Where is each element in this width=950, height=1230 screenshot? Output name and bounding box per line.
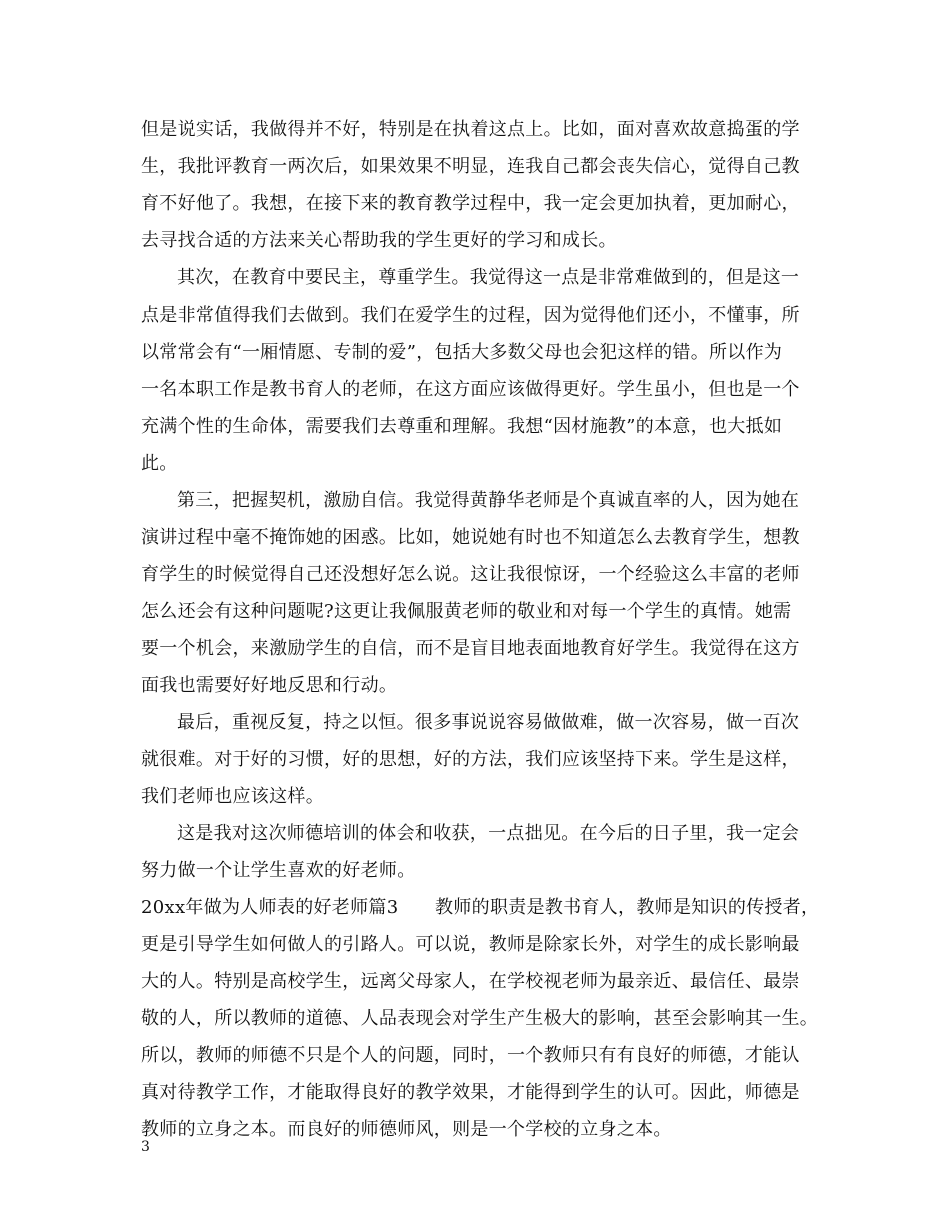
body-text-line: 以常常会有“一厢情愿、专制的爱”，包括大多数父母也会犯这样的错。所以作为	[141, 342, 783, 363]
body-text-line: 面我也需要好好地反思和行动。	[141, 675, 398, 696]
body-text-line: 真对待教学工作，才能取得良好的教学效果，才能得到学生的认可。因此，师德是	[141, 1082, 800, 1103]
body-text-line: 去寻找合适的方法来关心帮助我的学生更好的学习和成长。	[141, 230, 617, 251]
body-text-line: 但是说实话，我做得并不好，特别是在执着这点上。比如，面对喜欢故意捣蛋的学	[141, 119, 800, 140]
body-text-line: 所以，教师的师德不只是个人的问题，同时，一个教师只有有良好的师德，才能认	[141, 1045, 800, 1066]
body-text-line: 充满个性的生命体，需要我们去尊重和理解。我想“因材施教”的本意，也大抵如	[141, 416, 783, 437]
body-text-line: 更是引导学生如何做人的引路人。可以说，教师是除家长外，对学生的成长影响最	[141, 934, 800, 955]
body-text-line: 教师的立身之本。而良好的师德师风，则是一个学校的立身之本。	[141, 1119, 672, 1140]
body-text-line: 敬的人，所以教师的道德、人品表现会对学生产生极大的影响，甚至会影响其一生。	[141, 1008, 819, 1029]
paragraph-first-line: 最后，重视反复，持之以恒。很多事说说容易做做难，做一次容易，做一百次	[177, 712, 800, 733]
body-text-line: 努力做一个让学生喜欢的好老师。	[141, 860, 416, 881]
paragraph-first-line: 这是我对这次师德培训的体会和收获，一点拙见。在今后的日子里，我一定会	[177, 823, 800, 844]
body-text-line: 我们老师也应该这样。	[141, 786, 324, 807]
body-text-line: 怎么还会有这种问题呢?这更让我佩服黄老师的敬业和对每一个学生的真情。她需	[141, 601, 792, 622]
body-text-line: 点是非常值得我们去做到。我们在爱学生的过程，因为觉得他们还小，不懂事，所	[141, 305, 800, 326]
body-text-line: 大的人。特别是高校学生，远离父母家人，在学校视老师为最亲近、最信任、最崇	[141, 971, 800, 992]
paragraph-first-line: 其次，在教育中要民主，尊重学生。我觉得这一点是非常难做到的，但是这一	[177, 267, 800, 288]
body-text-line: 演讲过程中毫不掩饰她的困惑。比如，她说她有时也不知道怎么去教育学生，想教	[141, 527, 800, 548]
section-heading-line: 20xx年做为人师表的好老师篇3 教师的职责是教书育人，教师是知识的传授者，	[141, 897, 820, 918]
paragraph-first-line: 第三，把握契机，激励自信。我觉得黄静华老师是个真诚直率的人，因为她在	[177, 490, 800, 511]
page-number: 3	[141, 1139, 150, 1155]
body-text-line: 此。	[141, 453, 178, 474]
body-text-line: 要一个机会，来激励学生的自信，而不是盲目地表面地教育好学生。我觉得在这方	[141, 638, 800, 659]
body-text-line: 就很难。对于好的习惯，好的思想，好的方法，我们应该坚持下来。学生是这样，	[141, 749, 800, 770]
body-text-line: 一名本职工作是教书育人的老师，在这方面应该做得更好。学生虽小，但也是一个	[141, 379, 800, 400]
body-text-line: 育学生的时候觉得自己还没想好怎么说。这让我很惊讶，一个经验这么丰富的老师	[141, 564, 800, 585]
body-text-line: 育不好他了。我想，在接下来的教育教学过程中，我一定会更加执着，更加耐心，	[141, 193, 800, 214]
body-text-line: 生，我批评教育一两次后，如果效果不明显，连我自己都会丧失信心，觉得自己教	[141, 156, 800, 177]
